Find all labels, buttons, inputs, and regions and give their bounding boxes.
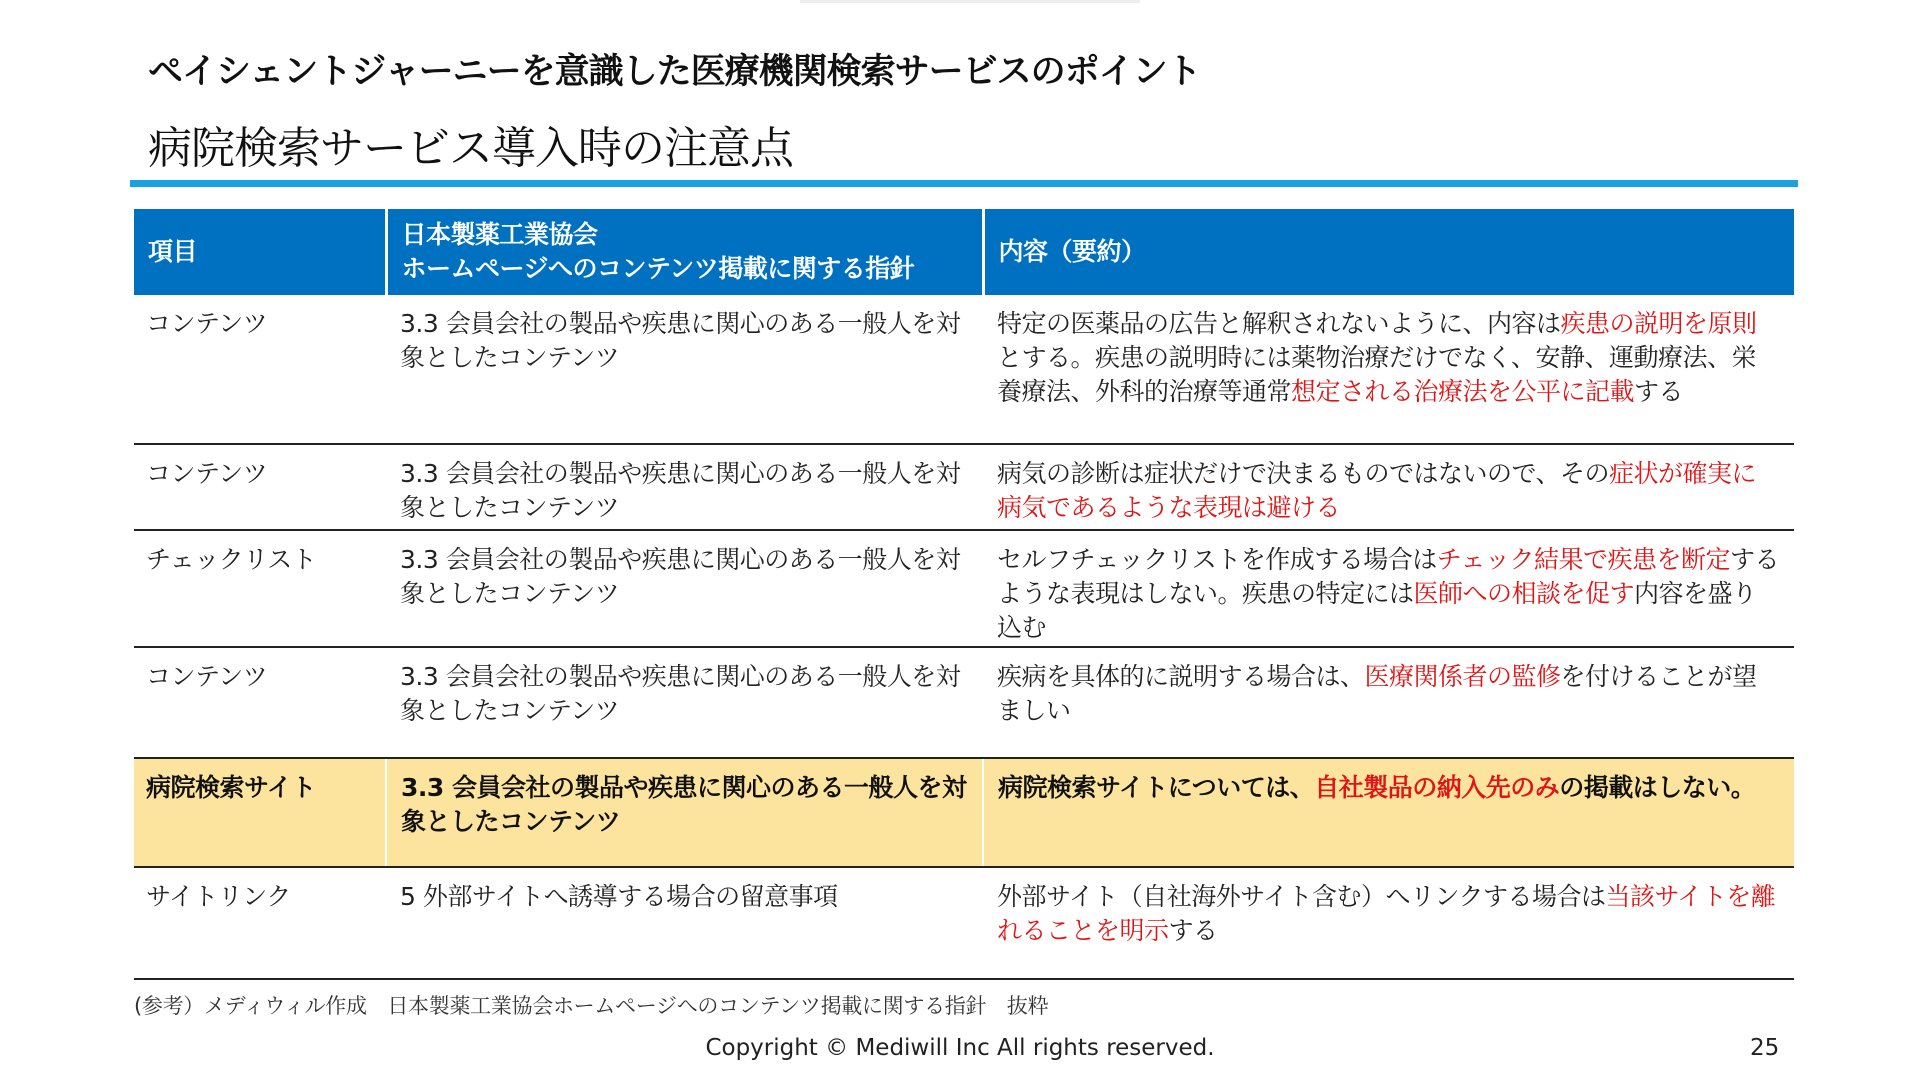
header-guideline-line2: ホームページへのコンテンツ掲載に関する指針 <box>401 254 915 283</box>
cell-item: サイトリンク <box>134 867 386 979</box>
content-text: 病気の診断は症状だけで決まるものではないので、その <box>997 459 1610 488</box>
content-text: 内容を盛り込む <box>997 579 1757 642</box>
content-text: を付けることが望ましい <box>997 662 1757 725</box>
slide-subtitle: 病院検索サービス導入時の注意点 <box>148 123 793 174</box>
content-text: 疾病を具体的に説明する場合は、 <box>997 662 1365 691</box>
header-guideline <box>386 209 983 295</box>
cell-item: コンテンツ <box>134 444 386 530</box>
content-text: セルフチェックリストを作成する場合は <box>997 545 1437 574</box>
page-number: 25 <box>1750 1035 1780 1061</box>
content-text: するような表現はしない。疾患の特定には <box>997 545 1780 608</box>
cell-guideline: 3.3 会員会社の製品や疾患に関心のある一般人を対象としたコンテンツ <box>386 758 983 867</box>
content-text: とする。疾患の説明時には薬物治療だけでなく、安静、運動療法、栄養療法、外科的治療等通常 <box>997 343 1757 406</box>
copyright-text: Copyright © Mediwill Inc All rights reserved. <box>705 1035 1215 1061</box>
cell-item: コンテンツ <box>134 647 386 758</box>
header-guideline-line1: 日本製薬工業協会 <box>401 220 598 249</box>
table-row <box>134 867 1794 979</box>
content-text: する <box>1168 916 1218 945</box>
table-row-highlighted <box>134 758 1794 867</box>
cell-item: チェックリスト <box>134 530 386 647</box>
cell-content <box>983 867 1794 979</box>
content-emphasis: 疾患の説明を原則 <box>1560 309 1757 338</box>
table-row <box>134 647 1794 758</box>
cell-guideline: 3.3 会員会社の製品や疾患に関心のある一般人を対象としたコンテンツ <box>386 295 983 444</box>
title-divider <box>130 180 1798 187</box>
cell-content <box>983 530 1794 647</box>
content-text: 病院検索サイトについては、 <box>998 773 1315 802</box>
cell-content <box>983 295 1794 444</box>
cell-guideline: 3.3 会員会社の製品や疾患に関心のある一般人を対象としたコンテンツ <box>386 647 983 758</box>
cell-content <box>983 647 1794 758</box>
top-decoration-bar <box>800 0 1140 3</box>
content-emphasis: 自社製品の納入先のみ <box>1314 773 1560 802</box>
content-emphasis: 想定される治療法を公平に記載 <box>1291 377 1635 406</box>
header-item: 項目 <box>134 209 386 295</box>
cell-guideline: 5 外部サイトへ誘導する場合の留意事項 <box>386 867 983 979</box>
content-emphasis: 当該サイトを離れることを明示 <box>997 882 1776 945</box>
content-emphasis: 医療関係者の監修 <box>1364 662 1561 691</box>
cell-content <box>983 444 1794 530</box>
header-content: 内容（要約） <box>983 209 1794 295</box>
cell-guideline: 3.3 会員会社の製品や疾患に関心のある一般人を対象としたコンテンツ <box>386 530 983 647</box>
source-note: (参考）メディウィル作成 日本製薬工業協会ホームページへのコンテンツ掲載に関する指針 抜粋 <box>134 994 1049 1018</box>
content-emphasis: 症状が確実に病気であるような表現は避ける <box>997 459 1757 522</box>
table-row <box>134 530 1794 647</box>
cell-item: 病院検索サイト <box>134 758 386 867</box>
cell-content <box>983 758 1794 867</box>
slide-title: ペイシェントジャーニーを意識した医療機関検索サービスのポイント <box>148 52 1201 92</box>
table-row <box>134 295 1794 444</box>
content-emphasis: 医師への相談を促す <box>1413 579 1635 608</box>
table-header-row <box>134 209 1794 295</box>
content-text: 外部サイト（自社海外サイト含む）へリンクする場合は <box>997 882 1606 911</box>
content-text: する <box>1634 377 1684 406</box>
content-emphasis: チェック結果で疾患を断定 <box>1436 545 1731 574</box>
cell-guideline: 3.3 会員会社の製品や疾患に関心のある一般人を対象としたコンテンツ <box>386 444 983 530</box>
guideline-table <box>134 209 1794 980</box>
cell-item: コンテンツ <box>134 295 386 444</box>
content-text: の掲載はしない。 <box>1559 773 1756 802</box>
table-row <box>134 444 1794 530</box>
content-text: 特定の医薬品の広告と解釈されないように、内容は <box>997 309 1561 338</box>
